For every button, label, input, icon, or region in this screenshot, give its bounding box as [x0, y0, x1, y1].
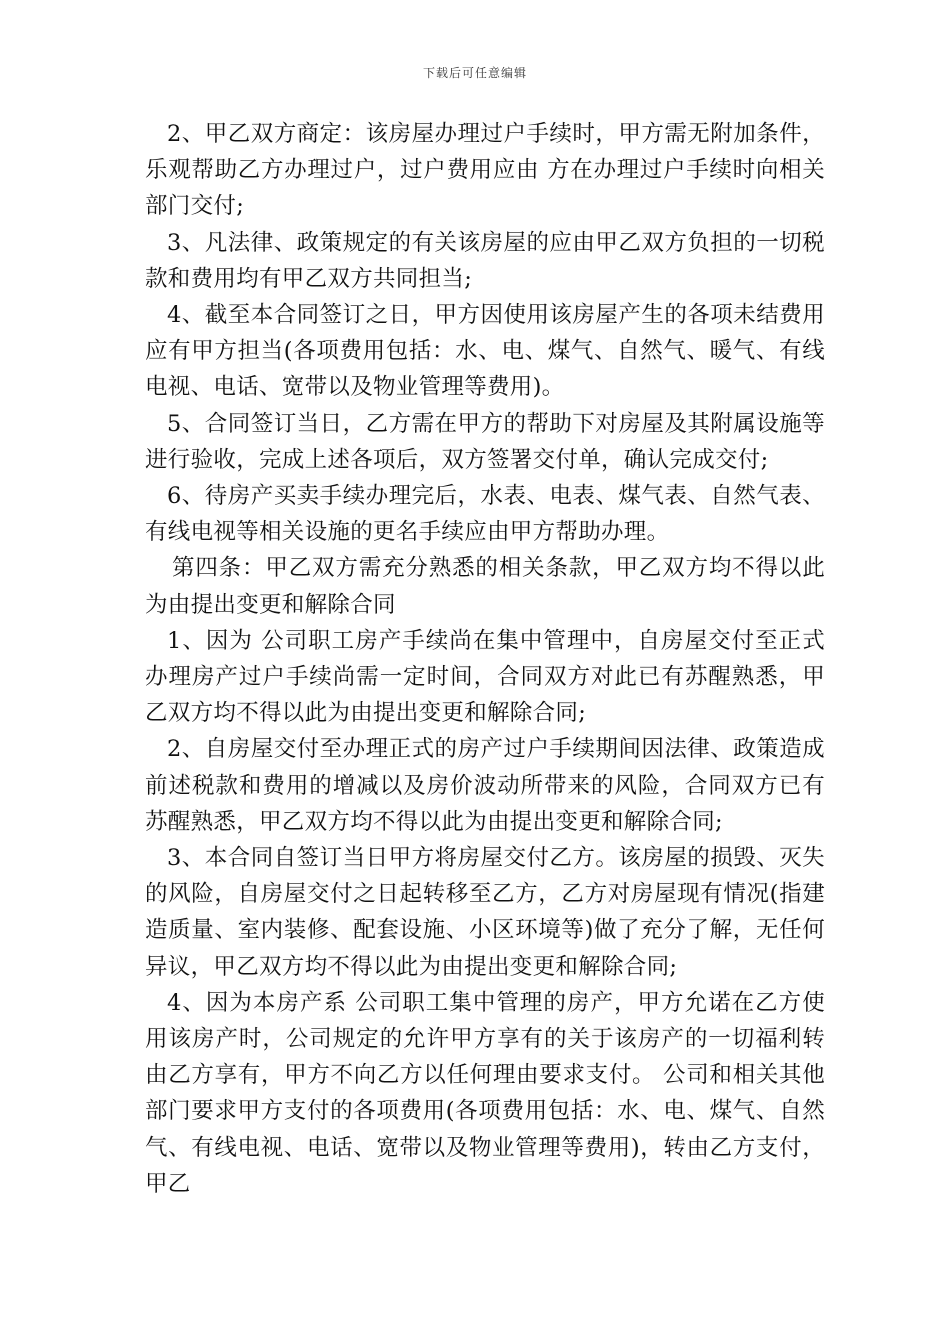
clause-four-item-4: 4、因为本房产系 公司职工集中管理的房产，甲方允诺在乙方使用该房产时，公司规定的允许甲方享有的关于该房产的一切福利转由乙方享有，甲方不向乙方以任何理由要求支付。 公司和相关其他部门要求甲方支付的各项费用(各项费用包括：水、电、煤气、自然气、有线电视、电话、宽带以及物业管理等费用)，转由乙方支付，甲乙 — [145, 989, 825, 1197]
paragraph-item-2: 2、甲乙双方商定：该房屋办理过户手续时，甲方需无附加条件，乐观帮助乙方办理过户，过户费用应由 方在办理过户手续时向相关部门交付; — [145, 121, 825, 220]
paragraph-item-6: 6、待房产买卖手续办理完后，水表、电表、煤气表、自然气表、有线电视等相关设施的更名手续应由甲方帮助办理。 — [145, 483, 825, 546]
clause-four-item-2: 2、自房屋交付至办理正式的房产过户手续期间因法律、政策造成前述税款和费用的增减以及房价波动所带来的风险，合同双方已有苏醒熟悉，甲乙双方均不得以此为由提出变更和解除合同; — [145, 736, 825, 835]
page-header: 下载后可任意编辑 — [422, 66, 527, 80]
paragraph-item-4: 4、截至本合同签订之日，甲方因使用该房屋产生的各项未结费用应有甲方担当(各项费用包括：水、电、煤气、自然气、暖气、有线电视、电话、宽带以及物业管理等费用)。 — [145, 302, 825, 401]
clause-four-heading: 第四条：甲乙双方需充分熟悉的相关条款，甲乙双方均不得以此为由提出变更和解除合同 — [145, 555, 825, 618]
paragraph-item-5: 5、合同签订当日，乙方需在甲方的帮助下对房屋及其附属设施等进行验收，完成上述各项后，双方签署交付单，确认完成交付; — [145, 410, 825, 473]
clause-four-item-1: 1、因为 公司职工房产手续尚在集中管理中，自房屋交付至正式办理房产过户手续尚需一定时间，合同双方对此已有苏醒熟悉，甲乙双方均不得以此为由提出变更和解除合同; — [145, 627, 825, 727]
paragraph-item-3: 3、凡法律、政策规定的有关该房屋的应由甲乙双方负担的一切税款和费用均有甲乙双方共同担当; — [145, 229, 825, 292]
clause-four-item-3: 3、本合同自签订当日甲方将房屋交付乙方。该房屋的损毁、灭失的风险，自房屋交付之日起转移至乙方，乙方对房屋现有情况(指建造质量、室内装修、配套设施、小区环境等)做了充分了解，无任何异议，甲乙双方均不得以此为由提出变更和解除合同; — [145, 845, 825, 980]
document-body — [145, 116, 825, 1202]
